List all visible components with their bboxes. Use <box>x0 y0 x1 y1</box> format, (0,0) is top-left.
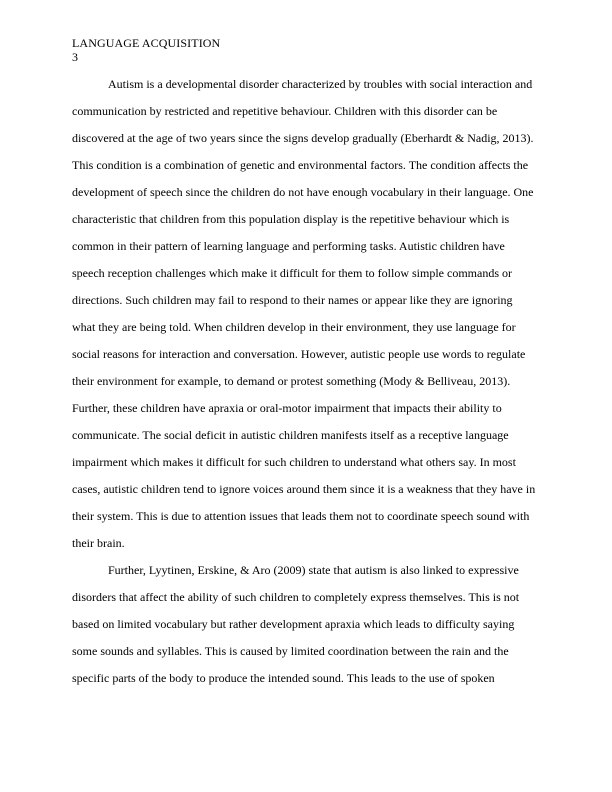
paragraph-line: Further, these children have apraxia or oral-motor impairment that impacts their ability to <box>72 401 502 415</box>
paragraph-line: their system. This is due to attention issues that leads them not to coordinate speech sound with <box>72 509 530 523</box>
page-number: 3 <box>72 50 78 64</box>
paragraph-line: common in their pattern of learning language and performing tasks. Autistic children have <box>72 239 505 253</box>
paragraph-line: social reasons for interaction and conversation. However, autistic people use words to regulate <box>72 347 526 361</box>
paragraph-line: speech reception challenges which make it difficult for them to follow simple commands or <box>72 266 512 280</box>
paragraph-line: Further, Lyytinen, Erskine, & Aro (2009) state that autism is also linked to expressive <box>108 563 519 577</box>
paragraph-line: their environment for example, to demand or protest something (Mody & Belliveau, 2013). <box>72 374 511 388</box>
paragraph-line: characteristic that children from this population display is the repetitive behaviour which is <box>72 212 510 226</box>
paragraph-line: their brain. <box>72 536 125 550</box>
paragraph-line: disorders that affect the ability of such children to completely express themselves. This is not <box>72 590 520 604</box>
paragraph-line: This condition is a combination of genetic and environmental factors. The condition affects the <box>72 158 529 172</box>
paragraph-line: based on limited vocabulary but rather development apraxia which leads to difficulty saying <box>72 617 515 631</box>
paragraph-line: communication by restricted and repetitive behaviour. Children with this disorder can be <box>72 104 498 118</box>
paragraph-line: development of speech since the children do not have enough vocabulary in their language. One <box>72 185 534 199</box>
paragraph-line: cases, autistic children tend to ignore voices around them since it is a weakness that they have in <box>72 482 536 496</box>
paragraph-line: Autism is a developmental disorder characterized by troubles with social interaction and <box>108 77 533 91</box>
paragraph-line: directions. Such children may fail to respond to their names or appear like they are ignoring <box>72 293 513 307</box>
paragraph-line: impairment which makes it difficult for such children to understand what others say. In most <box>72 455 516 469</box>
paragraph-line: specific parts of the body to produce the intended sound. This leads to the use of spoken <box>72 671 495 685</box>
paragraph-line: what they are being told. When children develop in their environment, they use language for <box>72 320 516 334</box>
paragraph-line: communicate. The social deficit in autistic children manifests itself as a receptive language <box>72 428 509 442</box>
running-head: LANGUAGE ACQUISITION <box>72 36 221 50</box>
paragraph-line: some sounds and syllables. This is caused by limited coordination between the rain and the <box>72 644 509 658</box>
paragraph-line: discovered at the age of two years since the signs develop gradually (Eberhardt & Nadig, 2013). <box>72 131 534 145</box>
